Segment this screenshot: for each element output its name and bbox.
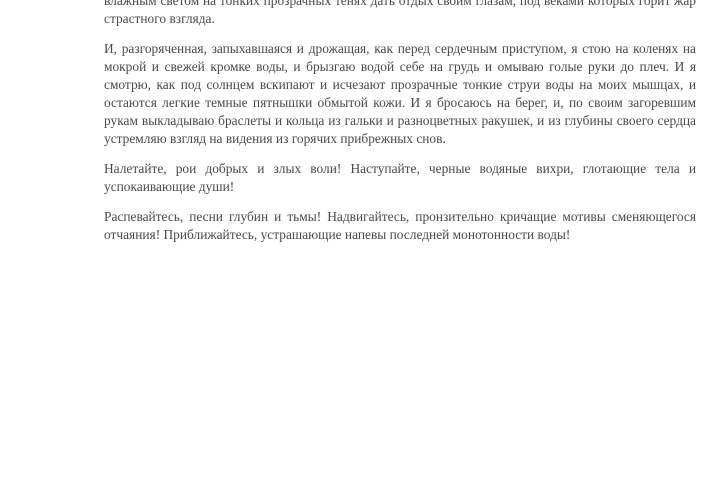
text-body xyxy=(104,0,696,256)
paragraph-1: влажным светом на тонких прозрачных тенях дать отдых своим глазам, под веками которых горит жар страстного взгляда. xyxy=(104,0,696,26)
paragraph-4: Распевайтесь, песни глубин и тьмы! Надвигайтесь, пронзительно кричащие мотивы сменяющегося отчаяния! Приближайтесь, устрашающие напевы последней монотонности воды! xyxy=(104,209,696,242)
paragraph-3: Налетайте, рои добрых и злых воли! Наступайте, черные водяные вихри, глотающие тела и успокаивающие души! xyxy=(104,161,696,194)
paragraph-2: И, разгоряченная, запыхавшаяся и дрожащая, как перед сердечным приступом, я стою на коленях на мокрой и свежей кромке воды, и брызгаю водой себе на грудь и омываю голые руки до плеч. И я смотрю, как под солнцем вскипают и исчезают прозрачные тонкие струи воды на моих мышцах, и остаются легкие темные пятнышки обмытой кожи. И я бросаюсь на берег, и, по своим загоревшим рукам выкладываю браслеты и кольца из гальки и разноцветных ракушек, и из глубины своего сердца устремляю взгляд на видения из горячих прибрежных снов. xyxy=(104,41,696,146)
